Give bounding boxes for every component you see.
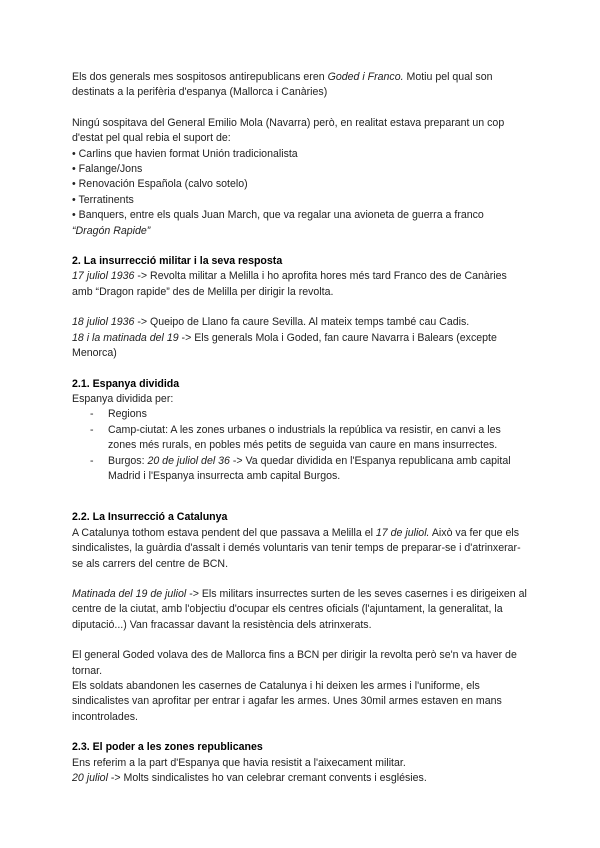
intro-paragraph-2: Ningú sospitava del General Emilio Mola (Navarra) però, en realitat estava preparant un cop d'estat pel qual rebia el suport de: xyxy=(72,116,505,145)
date-text: 20 de juliol del 36 xyxy=(147,454,230,467)
date-text: 17 juliol 1936 xyxy=(72,270,135,283)
text-run: Burgos: xyxy=(108,454,148,467)
date-text: 20 juliol xyxy=(72,772,108,785)
date-text: Matinada del 19 de juliol xyxy=(72,587,187,600)
text-run: -> Molts sindicalistes ho van celebrar cremant convents i esglésies. xyxy=(107,772,427,785)
bullet-item: • Renovación Española (calvo sotelo) xyxy=(72,178,248,191)
s22-paragraph-3: El general Goded volava des de Mallorca fins a BCN per dirigir la revolta però se'n va haver de tornar. xyxy=(72,649,517,677)
support-bullet-list xyxy=(72,147,530,239)
s21-intro: Espanya dividida per: xyxy=(72,392,174,405)
s22-paragraph-4: Els soldats abandonen les casernes de Catalunya i hi deixen les armes i l'uniforme, els sindicalistes van aprofitar per entrar i agafar les armes. Unes 30mil armes estaven en mans incontrolades. xyxy=(72,680,502,723)
bullet-item: • Terratinents xyxy=(72,193,134,206)
s2-paragraph-1 xyxy=(72,269,530,300)
date-text: 18 i la matinada del 19 xyxy=(72,331,179,344)
division-list xyxy=(72,407,530,484)
text-run: -> Queipo de Llano fa caure Sevilla. Al mateix temps també cau Cadis. xyxy=(134,316,470,329)
text-run: Els dos generals mes sospitosos antirepublicans eren xyxy=(72,71,328,83)
section-2-1-heading: 2.1. Espanya dividida xyxy=(72,377,180,390)
s2-paragraph-3 xyxy=(72,331,530,362)
dragon-rapide-text: “Dragón Rapide” xyxy=(72,224,151,237)
list-item: - Regions xyxy=(72,407,530,422)
emphasis-text: Goded i Franco. xyxy=(327,71,404,83)
s2-paragraph-2 xyxy=(72,315,530,330)
bullet-item: • Carlins que havien format Unión tradicionalista xyxy=(72,147,298,160)
bullet-item: • Banquers, entre els quals Juan March, que va regalar una avioneta de guerra a franco xyxy=(72,209,484,222)
list-item: - Camp-ciutat: A les zones urbanes o industrials la república va resistir, en canvi a les zones més rurals, en pobles més petits de seguida van caure en mans insurrectes. xyxy=(72,423,530,454)
date-text: 18 juliol 1936 xyxy=(72,316,135,329)
intro-paragraph-1 xyxy=(72,70,530,101)
text-run: A Catalunya tothom estava pendent del que passava a Melilla el xyxy=(72,526,376,539)
section-2-2-heading: 2.2. La Insurrecció a Catalunya xyxy=(72,511,228,524)
text-run: Això va fer que els sindicalistes, la guàrdia d'assalt i demés voluntaris van tenir temps de preparar-se i d'atrinxerar-se als carrers del centre de BCN. xyxy=(72,526,521,570)
s22-paragraph-2 xyxy=(72,587,530,633)
list-item xyxy=(72,454,530,485)
s23-paragraph-2 xyxy=(72,771,530,786)
text-run: -> Va quedar dividida en l'Espanya republicana amb capital Madrid i l'Espanya insurrecta amb capital Burgos. xyxy=(108,454,511,482)
s22-paragraph-1 xyxy=(72,526,530,572)
text-run: Motiu pel qual son destinats a la perifèria d'espanya (Mallorca i Canàries) xyxy=(72,71,493,99)
date-text: 17 de juliol. xyxy=(375,526,430,539)
section-2-3-heading: 2.3. El poder a les zones republicanes xyxy=(72,741,263,754)
bullet-item: • Falange/Jons xyxy=(72,163,143,176)
text-run: -> Revolta militar a Melilla i ho aprofita hores més tard Franco des de Canàries amb “Dragon rapide” des de Melilla per dirigir la revolta. xyxy=(72,270,507,298)
s23-paragraph-1: Ens referim a la part d'Espanya que havia resistit a l'aixecament militar. xyxy=(72,756,406,769)
text-run: -> Els militars insurrectes surten de les seves casernes i es dirigeixen al centre de la ciutat, amb l'objectiu d'ocupar els centres oficials (l'ajuntament, la generalitat, la diputació...) Van fracassar davant la resistència dels atrinxerats. xyxy=(72,587,527,631)
section-2-heading: 2. La insurrecció militar i la seva resposta xyxy=(72,255,283,268)
text-run: -> Els generals Mola i Goded, fan caure Navarra i Balears (excepte Menorca) xyxy=(72,331,497,360)
